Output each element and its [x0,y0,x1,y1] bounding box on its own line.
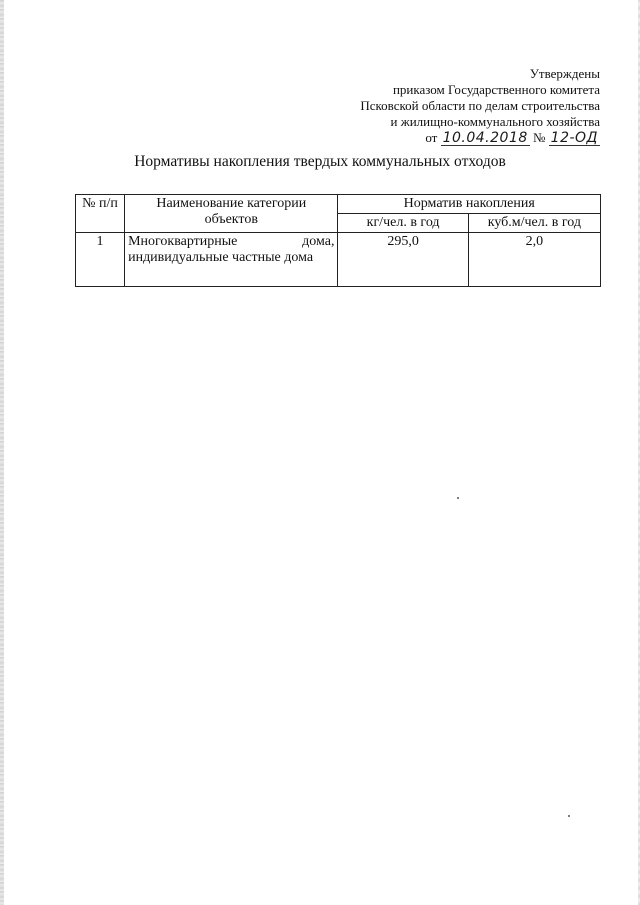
approval-line-3: Псковской области по делам строительства [360,98,600,113]
row-m3-value: 2,0 [468,233,600,287]
header-norm: Норматив накопления [338,195,601,214]
scan-speck [568,815,570,817]
row-number: 1 [76,233,125,287]
scan-speck [457,497,459,499]
header-kg-per-person: кг/чел. в год [338,214,468,233]
header-number: № п/п [76,195,125,233]
approval-block [360,66,600,146]
header-m3-per-person: куб.м/чел. в год [468,214,600,233]
approval-line-4: и жилищно-коммунального хозяйства [390,114,600,129]
from-label: от [425,130,438,145]
scan-edge-left [0,0,4,905]
document-title: Нормативы накопления твердых коммунальных отходов [134,153,506,170]
approval-line-1: Утверждены [529,66,600,81]
row-category-name: Многоквартирные дома, индивидуальные частные дома [125,233,338,287]
header-category-name: Наименование категории объектов [125,195,338,233]
table-row [76,233,601,287]
order-date-number-line [360,130,600,146]
approval-line-2: приказом Государственного комитета [392,82,600,97]
handwritten-order-number: 12-ОД [550,130,598,146]
row-kg-value: 295,0 [338,233,468,287]
handwritten-date: 10.04.2018 [442,130,528,146]
number-label: № [533,130,546,145]
norms-table [75,194,601,287]
table-header-row-1 [76,195,601,214]
